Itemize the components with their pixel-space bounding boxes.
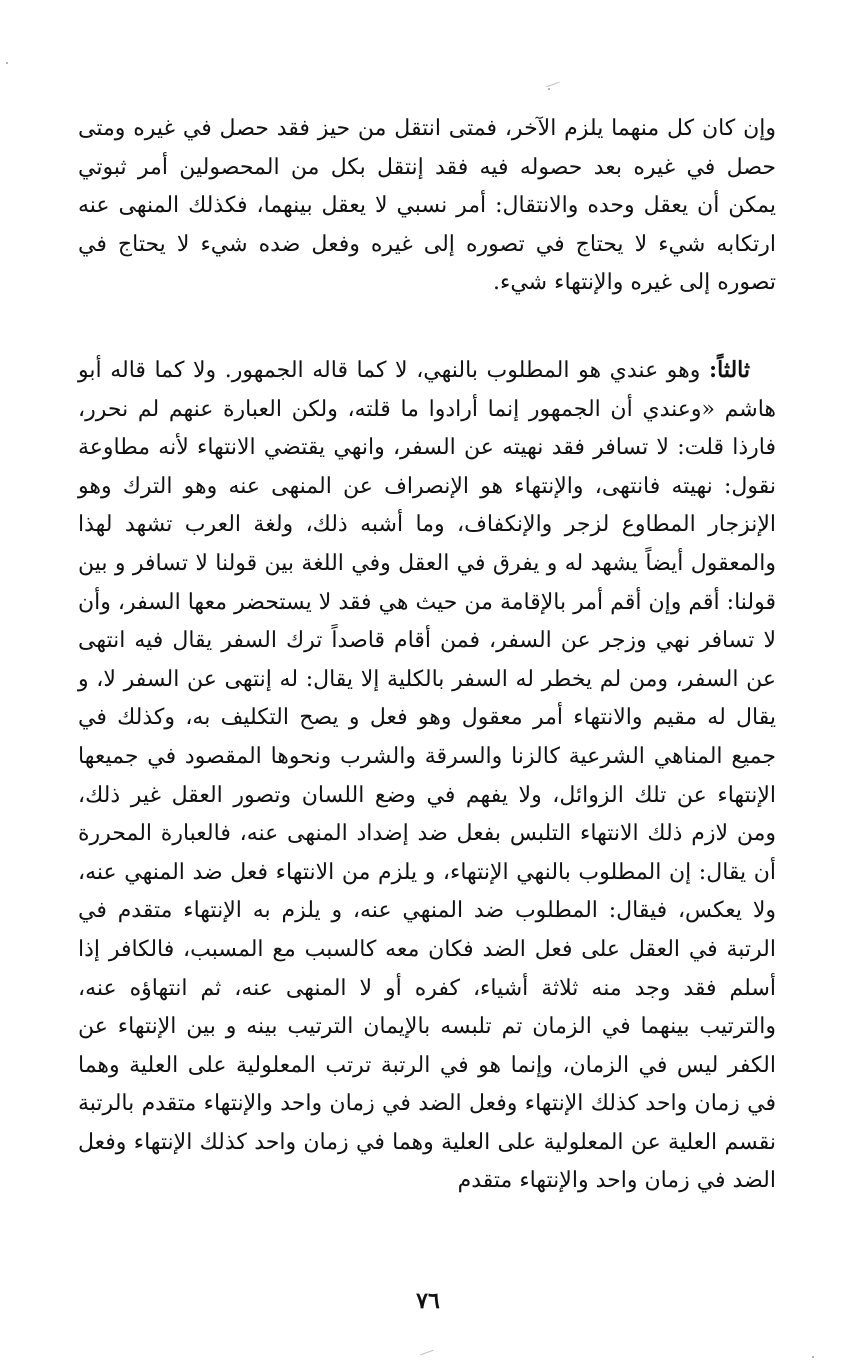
paragraph-2-text: [78, 351, 776, 1201]
scan-speck: [812, 1356, 814, 1358]
paragraph-1-text: وإن كان كل منهما يلزم الآخر، فمتى انتقل من حيز فقد حصل في غيره ومتى حصل في غيره بعد حصوله فيه فقد إنتقل بكل من المحصولين أمر ثبوتي يمكن أن يعقل وحده والانتقال: أمر نسبي لا يعقل بينهما، فكذلك المنهى عنه ارتكابه شيء لا يحتاج في تصوره إلى غيره وفعل ضده شيء لا يحتاج في تصوره إلى غيره والإنتهاء شيء.: [78, 116, 776, 296]
scan-speck: [6, 62, 8, 64]
paragraph-1: [78, 110, 776, 303]
paragraph-2-body: وهو عندي هو المطلوب بالنهي، لا كما قاله الجمهور. ولا كما قاله أبو هاشم «وعندي أن الجمهور إنما أرادوا ما قلته، ولكن العبارة عنهم لم نحرر، فارذا قلت: لا تسافر فقد نهيته عن السفر، وانهي يقتضي الانتهاء لأنه مطاوعة نقول: نهيته فانتهى، والإنتهاء هو الإنصراف عن المنهى عنه وهو الترك وهو الإنزجار المطاوع لزجر والإنكفاف، وما أشبه ذلك، ولغة العرب تشهد لهذا والمعقول أيضاً يشهد له و يفرق في العقل وفي اللغة بين قولنا لا تسافر و بين قولنا: أقم وإن أقم أمر بالإقامة من حيث هي فقد لا يستحضر معها السفر، وأن لا تسافر نهي وزجر عن السفر، فمن أقام قاصداً ترك السفر يقال فيه انتهى عن السفر، ومن لم يخطر له السفر بالكلية إلا يقال: له إنتهى عن السفر لا، و يقال له مقيم والانتهاء أمر معقول وهو فعل و يصح التكليف به، وكذلك في جميع المناهي الشرعية كالزنا والسرقة والشرب ونحوها المقصود في جميعها الإنتهاء عن تلك الزوائل، ولا يفهم في وضع اللسان وتصور العقل غير ذلك، ومن لازم ذلك الانتهاء التلبس بفعل ضد إضداد المنهى عنه، فالعبارة المحررة أن يقال: إن المطلوب بالنهي الإنتهاء، و يلزم من الانتهاء فعل ضد المنهي عنه، ولا يعكس، فيقال: المطلوب ضد المنهي عنه، و يلزم به الإنتهاء متقدم في الرتبة في العقل على فعل الضد فكان معه كالسبب مع المسبب، فالكافر إذا أسلم فقد وجد منه ثلاثة أشياء، كفره أو لا المنهى عنه، ثم انتهاؤه عنه، والترتيب بينهما في الزمان تم تلبسه بالإيمان الترتيب بينه و بين الإنتهاء عن الكفر ليس في الزمان، وإنما هو في الرتبة ترتب المعلولية على العلية وهما في زمان واحد كذلك الإنتهاء وفعل الضد في زمان واحد والإنتهاء متقدم بالرتبة نقسم العلية عن المعلولية على العلية وهما في زمان واحد كذلك الإنتهاء وفعل الضد في زمان واحد والإنتهاء متقدم: [78, 358, 776, 1194]
scan-mark: [546, 82, 559, 88]
scan-mark: [420, 1350, 433, 1356]
page-number: ٧٦: [416, 1288, 440, 1314]
scan-speck: [548, 88, 550, 90]
paragraph-2: [78, 351, 776, 1201]
paragraph-2-lead: ثالثاً:: [709, 357, 750, 383]
